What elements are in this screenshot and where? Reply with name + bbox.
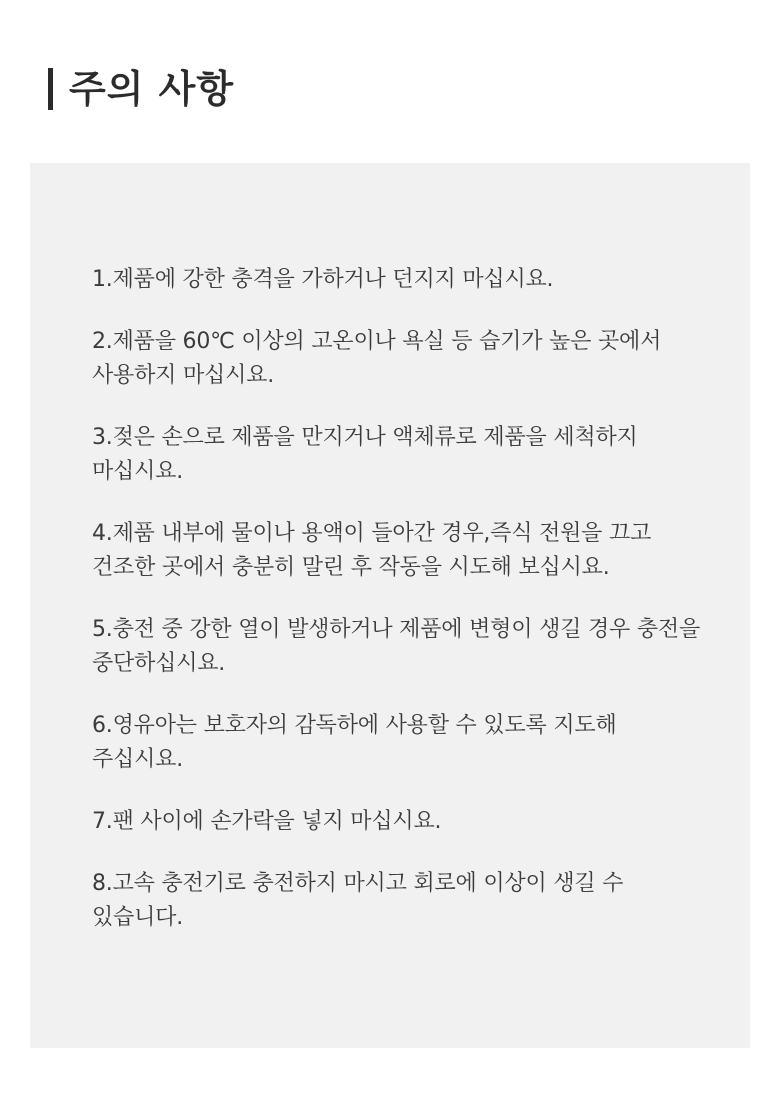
list-item: 6.영유아는 보호자의 감독하에 사용할 수 있도록 지도해 주십시요.	[92, 713, 617, 772]
list-item: 3.젖은 손으로 제품을 만지거나 액체류로 제품을 세척하지 마십시요.	[92, 425, 638, 484]
list-item: 7.팬 사이에 손가락을 넣지 마십시요.	[92, 809, 442, 834]
list-item: 4.제품 내부에 물이나 용액이 들아간 경우,즉식 전원을 끄고 건조한 곳에서 충분히 말린 후 작동을 시도해 보십시요.	[92, 521, 652, 580]
list-item: 2.제품을 60℃ 이상의 고온이나 욕실 등 습기가 높은 곳에서 사용하지 마십시요.	[92, 329, 662, 388]
notice-panel	[30, 163, 750, 1048]
list-item: 8.고속 충전기로 충전하지 마시고 회로에 이상이 생길 수 있습니다.	[92, 871, 624, 930]
page-title	[48, 68, 234, 110]
list-item: 1.제품에 강한 충격을 가하거나 던지지 마십시요.	[92, 267, 554, 292]
title-accent-bar	[48, 68, 53, 110]
list-item: 5.충전 중 강한 열이 발생하거나 제품에 변형이 생길 경우 충전을 중단하십시요.	[92, 617, 701, 676]
page-title-text: 주의 사항	[69, 67, 235, 111]
notice-list	[92, 241, 702, 935]
